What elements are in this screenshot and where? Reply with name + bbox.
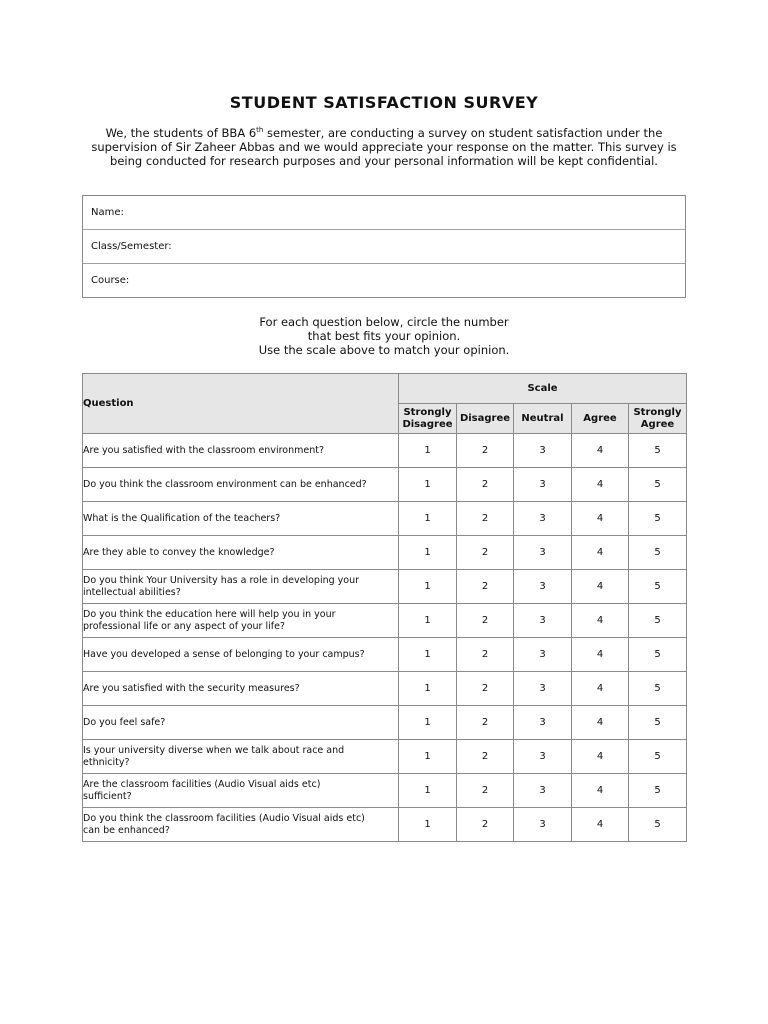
rating-option-4[interactable]: 4 — [572, 570, 629, 604]
rating-option-5[interactable]: 5 — [629, 468, 687, 502]
rating-option-1[interactable]: 1 — [399, 706, 457, 740]
scale-option-disagree — [457, 404, 514, 434]
rating-option-1[interactable]: 1 — [399, 774, 457, 808]
question-text-line: Are you satisfied with the classroom environment? — [83, 444, 325, 456]
scale-option-label: Strongly — [633, 406, 682, 418]
question-text-line: Do you think Your University has a role in developing your — [83, 574, 360, 586]
intro-line-3: being conducted for research purposes and your personal information will be kept confidential. — [110, 154, 658, 168]
question-text — [83, 706, 399, 740]
rating-option-1[interactable]: 1 — [399, 638, 457, 672]
scale-header: Scale — [399, 374, 687, 404]
rating-option-2[interactable]: 2 — [457, 434, 514, 468]
question-row — [83, 672, 687, 706]
rating-option-2[interactable]: 2 — [457, 536, 514, 570]
question-text-line: ethnicity? — [83, 756, 130, 768]
rating-option-5[interactable]: 5 — [629, 774, 687, 808]
question-text — [83, 536, 399, 570]
question-text-line: Are they able to convey the knowledge? — [83, 546, 275, 558]
question-row — [83, 604, 687, 638]
rating-option-4[interactable]: 4 — [572, 808, 629, 842]
rating-option-4[interactable]: 4 — [572, 434, 629, 468]
rating-option-1[interactable]: 1 — [399, 604, 457, 638]
rating-option-3[interactable]: 3 — [514, 638, 572, 672]
rating-option-5[interactable]: 5 — [629, 570, 687, 604]
question-text — [83, 740, 399, 774]
question-text-line: Have you developed a sense of belonging to your campus? — [83, 648, 365, 660]
rating-option-1[interactable]: 1 — [399, 740, 457, 774]
question-text-line: Do you feel safe? — [83, 716, 166, 728]
rating-option-2[interactable]: 2 — [457, 808, 514, 842]
rating-option-3[interactable]: 3 — [514, 468, 572, 502]
rating-option-4[interactable]: 4 — [572, 502, 629, 536]
scale-option-strongly-disagree — [399, 404, 457, 434]
intro-line-1 — [84, 126, 684, 140]
rating-option-2[interactable]: 2 — [457, 740, 514, 774]
rating-option-2[interactable]: 2 — [457, 638, 514, 672]
rating-option-5[interactable]: 5 — [629, 740, 687, 774]
rating-option-2[interactable]: 2 — [457, 672, 514, 706]
rating-option-2[interactable]: 2 — [457, 774, 514, 808]
scale-option-label: Agree — [583, 412, 617, 424]
scale-option-label: Disagree — [459, 412, 511, 424]
rating-option-4[interactable]: 4 — [572, 604, 629, 638]
question-row — [83, 502, 687, 536]
question-text-line: professional life or any aspect of your life? — [83, 620, 285, 632]
question-text-line: What is the Qualification of the teachers? — [83, 512, 281, 524]
rating-option-2[interactable]: 2 — [457, 570, 514, 604]
rating-option-3[interactable]: 3 — [514, 434, 572, 468]
question-text-line: sufficient? — [83, 790, 132, 802]
question-text-line: Are the classroom facilities (Audio Visual aids etc) — [83, 778, 321, 790]
rating-option-5[interactable]: 5 — [629, 434, 687, 468]
rating-option-3[interactable]: 3 — [514, 604, 572, 638]
question-text — [83, 468, 399, 502]
rating-option-3[interactable]: 3 — [514, 774, 572, 808]
course-field[interactable]: Course: — [91, 275, 130, 286]
intro-superscript: th — [256, 126, 264, 135]
question-text-line: can be enhanced? — [83, 824, 170, 836]
rating-option-5[interactable]: 5 — [629, 536, 687, 570]
question-text — [83, 774, 399, 808]
rating-option-4[interactable]: 4 — [572, 672, 629, 706]
intro-line-1-end: semester, are conducting a survey on student satisfaction under the — [263, 126, 663, 140]
scale-option-strongly-agree — [629, 404, 687, 434]
instruction-line: that best fits your opinion. — [307, 329, 461, 343]
scale-option-neutral — [514, 404, 572, 434]
question-row — [83, 706, 687, 740]
respondent-info-box — [82, 195, 686, 298]
question-text — [83, 502, 399, 536]
question-row — [83, 468, 687, 502]
intro-line-2: supervision of Sir Zaheer Abbas and we would appreciate your response on the matter. This survey is — [91, 140, 677, 154]
rating-option-2[interactable]: 2 — [457, 706, 514, 740]
question-column-header: Question — [83, 374, 399, 434]
question-text — [83, 434, 399, 468]
rating-option-1[interactable]: 1 — [399, 672, 457, 706]
rating-option-5[interactable]: 5 — [629, 502, 687, 536]
intro-paragraph — [84, 126, 684, 168]
rating-option-3[interactable]: 3 — [514, 502, 572, 536]
rating-option-5[interactable]: 5 — [629, 604, 687, 638]
rating-option-4[interactable]: 4 — [572, 706, 629, 740]
rating-option-1[interactable]: 1 — [399, 808, 457, 842]
rating-option-4[interactable]: 4 — [572, 638, 629, 672]
survey-body — [83, 434, 687, 842]
rating-option-5[interactable]: 5 — [629, 808, 687, 842]
question-row — [83, 638, 687, 672]
question-text-line: Do you think the classroom environment can be enhanced? — [83, 478, 367, 490]
question-text — [83, 808, 399, 842]
question-text-line: Do you think the education here will help you in your — [83, 608, 336, 620]
rating-option-3[interactable]: 3 — [514, 570, 572, 604]
question-row — [83, 536, 687, 570]
scale-option-label: Strongly — [403, 406, 452, 418]
instructions — [84, 315, 684, 357]
scale-option-agree — [572, 404, 629, 434]
page-title: STUDENT SATISFACTION SURVEY — [229, 93, 539, 112]
class-semester-field[interactable]: Class/Semester: — [83, 230, 685, 264]
scale-option-label: Disagree — [402, 418, 453, 430]
instruction-line: Use the scale above to match your opinion. — [258, 343, 510, 357]
rating-option-3[interactable]: 3 — [514, 808, 572, 842]
rating-option-2[interactable]: 2 — [457, 502, 514, 536]
rating-option-2[interactable]: 2 — [457, 604, 514, 638]
rating-option-1[interactable]: 1 — [399, 570, 457, 604]
question-row — [83, 434, 687, 468]
question-text — [83, 638, 399, 672]
question-row — [83, 740, 687, 774]
rating-option-1[interactable]: 1 — [399, 502, 457, 536]
question-text-line: Is your university diverse when we talk about race and — [83, 744, 345, 756]
question-row — [83, 570, 687, 604]
scale-option-label: Agree — [640, 418, 675, 430]
rating-option-4[interactable]: 4 — [572, 468, 629, 502]
question-row — [83, 808, 687, 842]
rating-option-1[interactable]: 1 — [399, 536, 457, 570]
rating-option-1[interactable]: 1 — [399, 434, 457, 468]
rating-option-5[interactable]: 5 — [629, 638, 687, 672]
rating-option-3[interactable]: 3 — [514, 536, 572, 570]
rating-option-3[interactable]: 3 — [514, 740, 572, 774]
question-text-line: Are you satisfied with the security measures? — [83, 682, 300, 694]
rating-option-4[interactable]: 4 — [572, 774, 629, 808]
rating-option-4[interactable]: 4 — [572, 740, 629, 774]
scale-option-label: Neutral — [521, 412, 564, 424]
rating-option-5[interactable]: 5 — [629, 672, 687, 706]
rating-option-3[interactable]: 3 — [514, 672, 572, 706]
rating-option-1[interactable]: 1 — [399, 468, 457, 502]
name-field[interactable]: Name: — [83, 196, 685, 230]
question-text — [83, 604, 399, 638]
survey-table — [82, 373, 687, 842]
intro-line-1-start: We, the students of BBA 6 — [105, 126, 257, 140]
instruction-line: For each question below, circle the number — [259, 315, 509, 329]
question-text-line: intellectual abilities? — [83, 586, 181, 598]
rating-option-2[interactable]: 2 — [457, 468, 514, 502]
question-text-line: Do you think the classroom facilities (Audio Visual aids etc) — [83, 812, 365, 824]
question-row — [83, 774, 687, 808]
rating-option-4[interactable]: 4 — [572, 536, 629, 570]
rating-option-3[interactable]: 3 — [514, 706, 572, 740]
rating-option-5[interactable]: 5 — [629, 706, 687, 740]
question-text — [83, 570, 399, 604]
question-text — [83, 672, 399, 706]
